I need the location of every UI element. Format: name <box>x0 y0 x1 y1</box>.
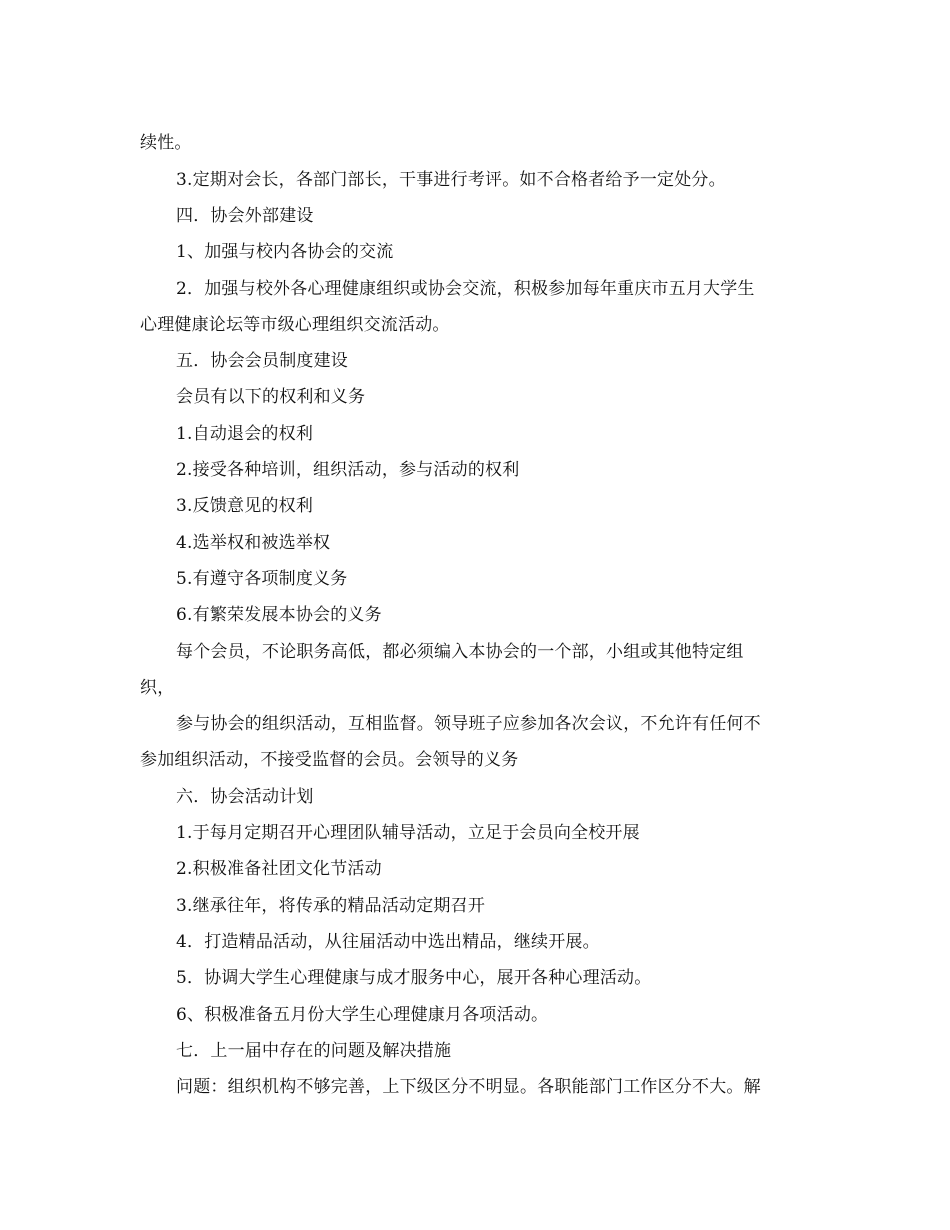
text-line: 心理健康论坛等市级心理组织交流活动。 <box>140 315 450 335</box>
list-item: 1.自动退会的权利 <box>176 424 314 444</box>
section-heading: 五．协会会员制度建设 <box>176 351 348 371</box>
list-item: 2.积极准备社团文化节活动 <box>176 859 382 879</box>
text-line: 续性。 <box>140 133 192 153</box>
text-line: 参与协会的组织活动，互相监督。领导班子应参加各次会议，不允许有任何不 <box>176 714 761 734</box>
list-item: 5.有遵守各项制度义务 <box>176 569 348 589</box>
list-item: 4.选举权和被选举权 <box>176 533 331 553</box>
text-line: 1、加强与校内各协会的交流 <box>176 242 394 262</box>
text-line: 参加组织活动，不接受监督的会员。会领导的义务 <box>140 750 519 770</box>
list-item: 2.接受各种培训，组织活动，参与活动的权利 <box>176 460 520 480</box>
list-item: 5．协调大学生心理健康与成才服务中心，展开各种心理活动。 <box>176 968 652 988</box>
section-heading: 四．协会外部建设 <box>176 206 314 226</box>
list-item: 3.继承往年，将传承的精品活动定期召开 <box>176 896 486 916</box>
text-line: 问题：组织机构不够完善，上下级区分不明显。各职能部门工作区分不大。解 <box>176 1077 761 1097</box>
text-line: 织， <box>140 678 175 698</box>
list-item: 1.于每月定期召开心理团队辅导活动，立足于会员向全校开展 <box>176 823 640 843</box>
text-line: 3.定期对会长，各部门部长，干事进行考评。如不合格者给予一定处分。 <box>176 170 726 190</box>
text-line: 会员有以下的权利和义务 <box>176 387 366 407</box>
text-line: 2．加强与校外各心理健康组织或协会交流，积极参加每年重庆市五月大学生 <box>176 279 755 299</box>
list-item: 6.有繁荣发展本协会的义务 <box>176 605 382 625</box>
section-heading: 七．上一届中存在的问题及解决措施 <box>176 1041 452 1061</box>
section-heading: 六．协会活动计划 <box>176 787 314 807</box>
list-item: 3.反馈意见的权利 <box>176 496 314 516</box>
list-item: 6、积极准备五月份大学生心理健康月各项活动。 <box>176 1005 549 1025</box>
text-line: 每个会员，不论职务高低，都必须编入本协会的一个部，小组或其他特定组 <box>176 642 744 662</box>
list-item: 4．打造精品活动，从往届活动中选出精品，继续开展。 <box>176 932 600 952</box>
